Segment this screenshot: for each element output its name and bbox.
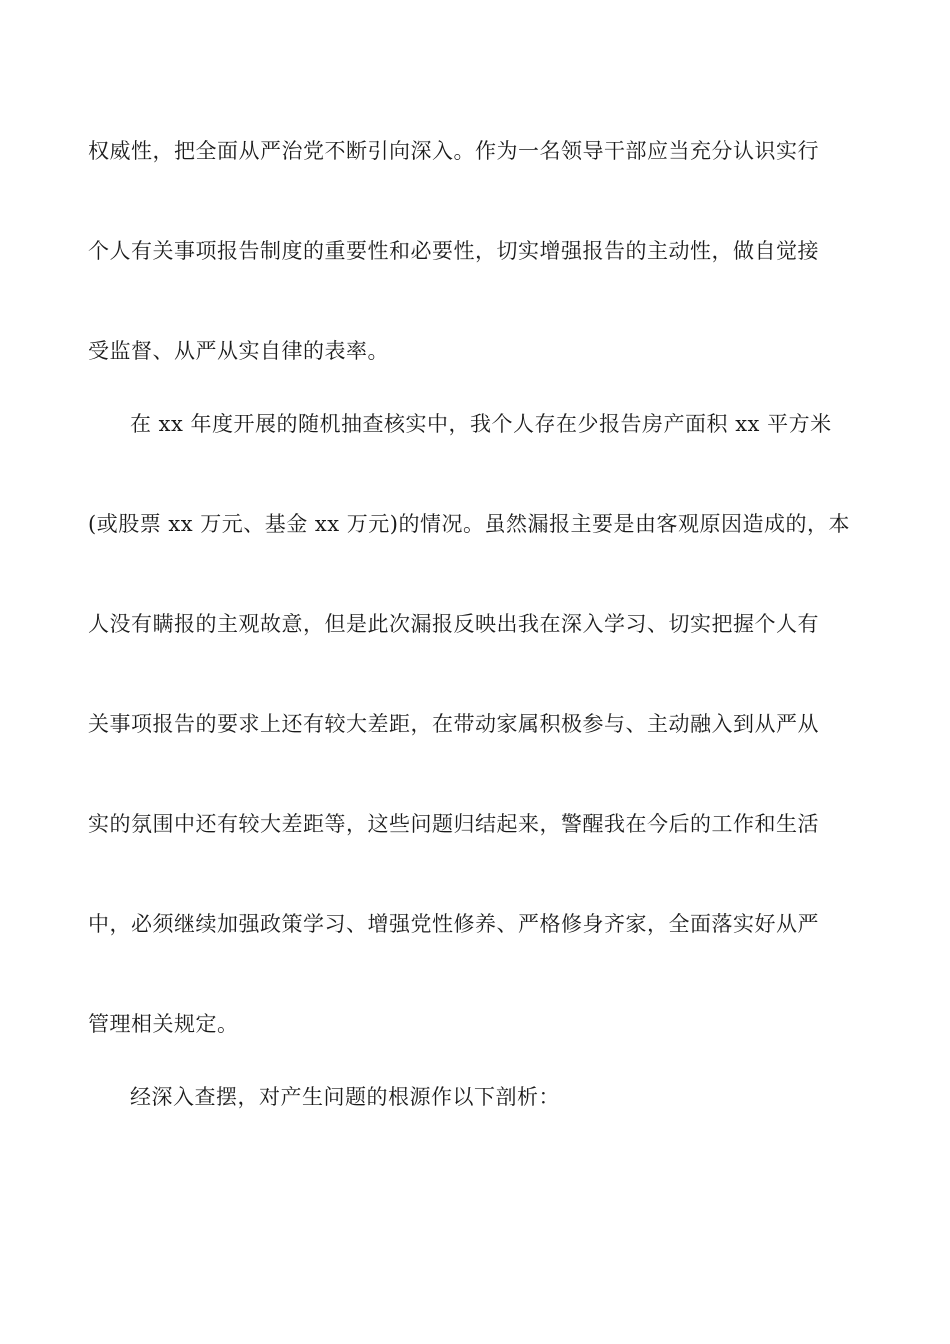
paragraph-line-2: 个人有关事项报告制度的重要性和必要性，切实增强报告的主动性，做自觉接 — [88, 239, 819, 263]
paragraph-line-1: 权威性，把全面从严治党不断引向深入。作为一名领导干部应当充分认识实行 — [88, 139, 819, 163]
paragraph-line-3: 受监督、从严从实自律的表率。 — [88, 339, 389, 363]
paragraph-line-8: 实的氛围中还有较大差距等，这些问题归结起来，警醒我在今后的工作和生活 — [88, 812, 819, 836]
paragraph-line-4: 在 xx 年度开展的随机抽查核实中，我个人存在少报告房产面积 xx 平方米 — [130, 412, 832, 436]
paragraph-line-9: 中，必须继续加强政策学习、增强党性修养、严格修身齐家，全面落实好从严 — [88, 912, 819, 936]
paragraph-line-6: 人没有瞒报的主观故意，但是此次漏报反映出我在深入学习、切实把握个人有 — [88, 612, 819, 636]
paragraph-line-5: (或股票 xx 万元、基金 xx 万元)的情况。虽然漏报主要是由客观原因造成的，本 — [88, 512, 850, 536]
paragraph-line-11: 经深入查摆，对产生问题的根源作以下剖析： — [130, 1085, 560, 1109]
paragraph-line-7: 关事项报告的要求上还有较大差距，在带动家属积极参与、主动融入到从严从 — [88, 712, 819, 736]
paragraph-line-10: 管理相关规定。 — [88, 1012, 239, 1036]
